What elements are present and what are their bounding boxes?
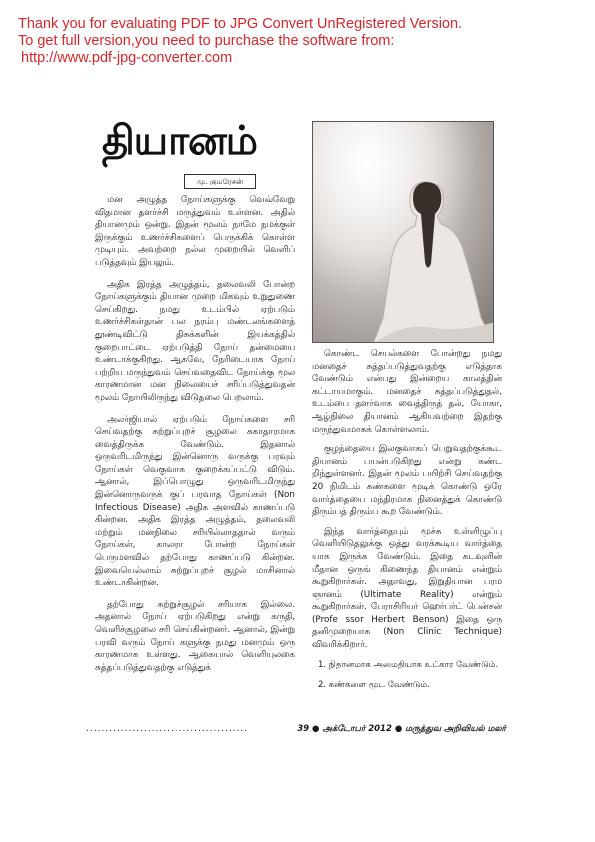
- footer-leader-dots: ..........................................: [86, 724, 249, 734]
- left-column: [95, 194, 295, 683]
- woman-meditating-illustration: [313, 122, 494, 343]
- steps-list: [318, 659, 502, 691]
- paragraph: குழந்தையை இலகுவாகப் பெறுவதற்குக்கூட தியானம் பயன்படுகிறது என்று கண்ட றிந்துள்ளனர். இதன் மூலம் பயிற்சி செய்வதற்கு 20 நிமிடம் கண்களை மூடிக் கொண்டு ஒரே வார்த்தையை மந்திரமாக நினைத்துக் கொண்டு திரும்பத் திரும்ப கூற வேண்டும்.: [312, 444, 502, 518]
- page-footer: [86, 722, 506, 736]
- paragraph: அதிக இரத்த அழுத்தம், தலைவலி போன்ற நோய்களுக்கும் தியான முறை மிகவும் உறுதுணை செய்கிறது. நமது உடம்பில் ஏற்படும் உணர்ச்சிகள்தான் பல நரம்பு மண்டலங்களைத் தூண்டிவிட்டு திசுக்களின் இயக்கத்தில் குறைபாட்டை ஏற்படுத்தி நோய் தன்மையை உண்டாக்குகிறது. ஆகவே, நேரிடையாக நோய் பற்றிய மருந்துவம் செய்வதைவிட நோய்க்கு மூல காரணமான மன நிலையைச் சரிப்படுத்துவதன் மூலம் நோயிலிருந்து விடுதலை பெறலாம்.: [95, 279, 295, 403]
- paragraph: தற்போது சுற்றுச்சூழல் சரியாக இல்லை. அதனால் நோய் ஏற்படுகிறது என்று கருதி, வெளிச்சூழலை சரி செய்கின்றனர். ஆனால், இன்று பரவி வரும் நோய் களுக்கு நமது மனமும் ஒரு காரணமாக உள்ளது. ஆகையால் வெளியுலகை சுத்தப்படுத்துவதற்கு எடுத்துக்: [95, 599, 295, 673]
- right-column: [312, 348, 502, 699]
- list-item: 2. கண்களை மூட வேண்டும்.: [318, 679, 430, 690]
- watermark-line-1: Thank you for evaluating PDF to JPG Convert UnRegistered Version.: [18, 16, 463, 32]
- watermark-line-2: To get full version,you need to purchase the software from:: [18, 33, 395, 49]
- article-title: தியானம்: [102, 118, 257, 164]
- evaluation-watermark: [18, 16, 578, 67]
- footer-page-info: 39 ● அக்டோபர் 2012 ● மருத்துவ அறிவியல் மலர்: [297, 724, 506, 734]
- paragraph: கொண்ட செயல்களை போன்றது நமது மனதைச் சுத்தப்படுத்துவதற்கு எடுத்தாக வேண்டும் என்பது இன்றைய காலத்தின் கட்டாயமாகும். மனதைச் சுத்தப்படுத்துதல், உடம்பை தளர்வாக வைத்திருத் தல், யோகா, ஆழ்நிலை தியானம் ஆகியவற்றை இதற்கு மருந்துவமாகக் கொள்ளலாம்.: [312, 349, 502, 435]
- watermark-url: http://www.pdf-jpg-converter.com: [21, 50, 233, 66]
- meditation-photo: [312, 121, 494, 343]
- paragraph: அலர்ஜியால் ஏற்படும் நோய்களை சரி செய்வதற்கு சுற்றுப்புறச் சூழலை சுகாதாரமாக வைத்திருக்க வேண்டும். இதனால் ஒருவரிடமிருந்து இன்னொரு வருக்கு பரவும் நோய்கள் வெகுவாக குறைக்கப்பட்டு விடும். ஆனால், இப்பொழுது ஒருவரிடமிருந்து இன்னொருவருக் குப் பரவாத நோய்கள் (Non Infectious Disease) அதிக அளவில் காணப்படு கின்றன. அதிக இரத்த அழுத்தம், தலைவலி மற்றும் மனநிலை சரியில்லாததால் வரும் நோய்கள், காலரா போன்ற நோய்கள் பெருமளவில் தற்போது காணப்படு கின்றன. இவையெல்லாம் சுற்றுப்புறச் சூழல் மாசினால் உண்டாகின்றன.: [95, 414, 295, 589]
- paragraph: இந்த வார்த்தையும் மூச்சு உள்ளிழுப்பு வெளியிடுதலுக்கு ஒத்து வரக்கூடிய வார்த்தை யாக இருக்க வேண்டும். இதை கடவுளின் மீதான ஒருங் கிணைந்த தியானம் என்றும் கூறுகிறார்கள். அதாவது, இறுதியான பரம ஞானம் (Ultimate Reality) என்றும் கூறுகிறார்கள். பேராசிரியர் ஹெர்பர்ட் பென்சன் (Profe ssor Herbert Benson) இதை ஒரு தனிமுறையாக (Non Clinic Technique) விவரிக்கிறார்.: [312, 526, 502, 651]
- paragraph: மன அழுத்த நோய்களுக்கு வெவ்வேறு விதமான தளர்ச்சி மருத்துவம் உள்ளன. அதில் தியானமும் ஒன்று. இதன் மூலம் நாமே நமக்குள் இருக்கும் உணர்ச்சிகளைப் பெருக்கிக் கொள்ள முடியும். அவற்றை நல்ல முறையில் வெளிப் படுத்தவும் இயலும்.: [95, 195, 295, 268]
- list-item: 1. நிதானமாக அமைதியாக உட்கார வேண்டும்.: [318, 659, 499, 670]
- author-box: மு. குமரேசன்: [184, 174, 256, 189]
